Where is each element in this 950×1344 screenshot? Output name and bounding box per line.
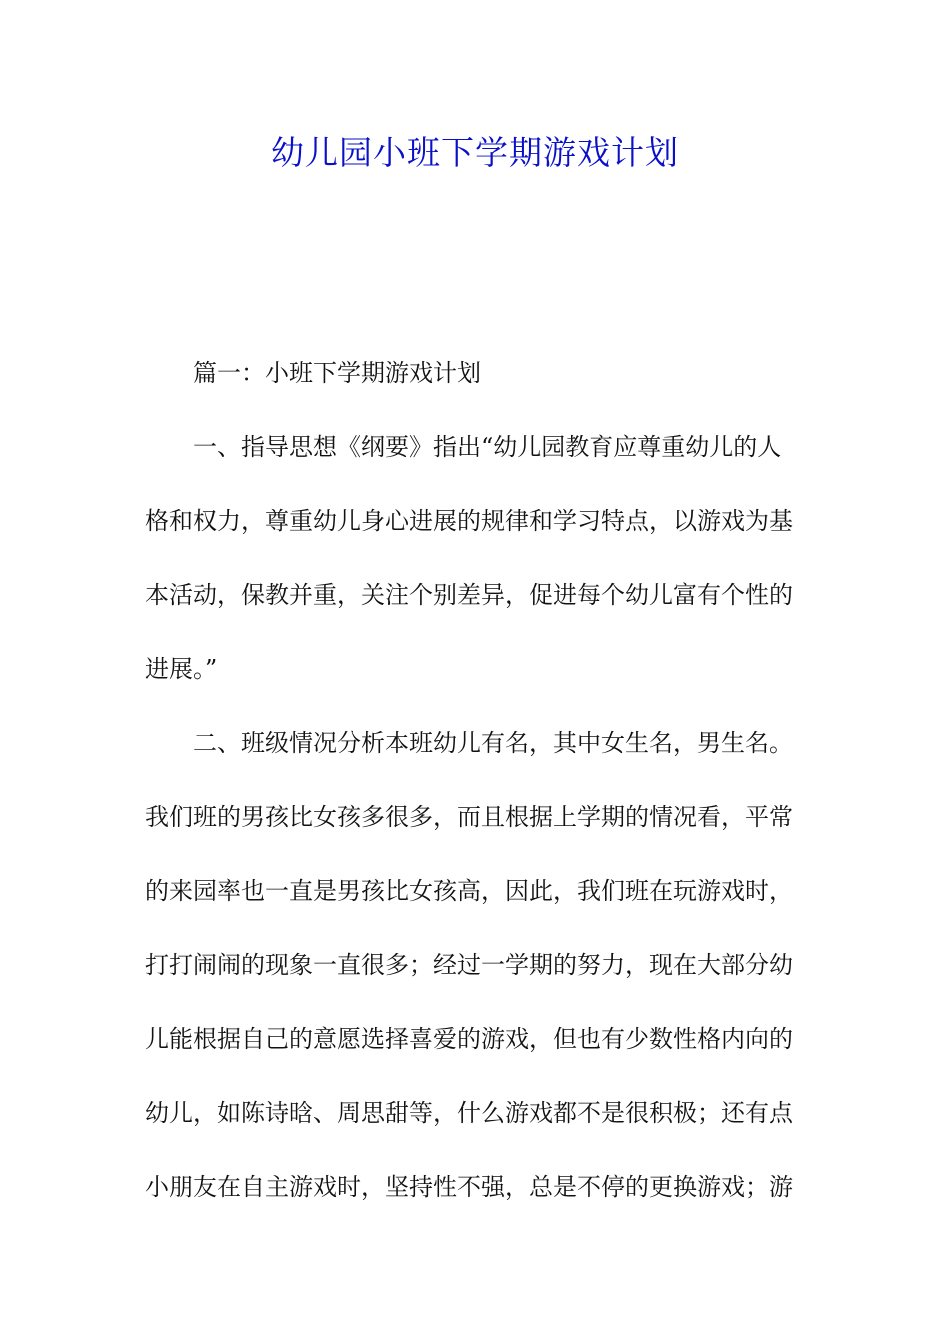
- section-heading: [145, 336, 805, 410]
- paragraph-class-analysis: [145, 706, 805, 1224]
- paragraph-guiding-ideology: [145, 410, 805, 706]
- paragraph-line: 二、班级情况分析本班幼儿有名，其中女生名，男生名。: [193, 729, 793, 757]
- paragraph-line: 进展。”: [145, 655, 218, 683]
- heading-line: 篇一：小班下学期游戏计划: [193, 359, 481, 387]
- paragraph-line: 本活动，保教并重，关注个别差异，促进每个幼儿富有个性的: [145, 581, 793, 609]
- document-title: 幼儿园小班下学期游戏计划: [271, 133, 679, 172]
- paragraph-line: 打打闹闹的现象一直很多；经过一学期的努力，现在大部分幼: [145, 951, 793, 979]
- document-body: [145, 336, 805, 1224]
- paragraph-line: 我们班的男孩比女孩多很多，而且根据上学期的情况看，平常: [145, 803, 793, 831]
- paragraph-line: 的来园率也一直是男孩比女孩高，因此，我们班在玩游戏时，: [145, 877, 793, 905]
- paragraph-line: 儿能根据自己的意愿选择喜爱的游戏，但也有少数性格内向的: [145, 1025, 793, 1053]
- paragraph-line: 格和权力，尊重幼儿身心进展的规律和学习特点，以游戏为基: [145, 507, 793, 535]
- paragraph-line: 幼儿，如陈诗晗、周思甜等，什么游戏都不是很积极；还有点: [145, 1099, 793, 1127]
- paragraph-line: 小朋友在自主游戏时，坚持性不强，总是不停的更换游戏；游: [145, 1173, 793, 1201]
- paragraph-line: 一、指导思想《纲要》指出“幼儿园教育应尊重幼儿的人: [193, 433, 782, 461]
